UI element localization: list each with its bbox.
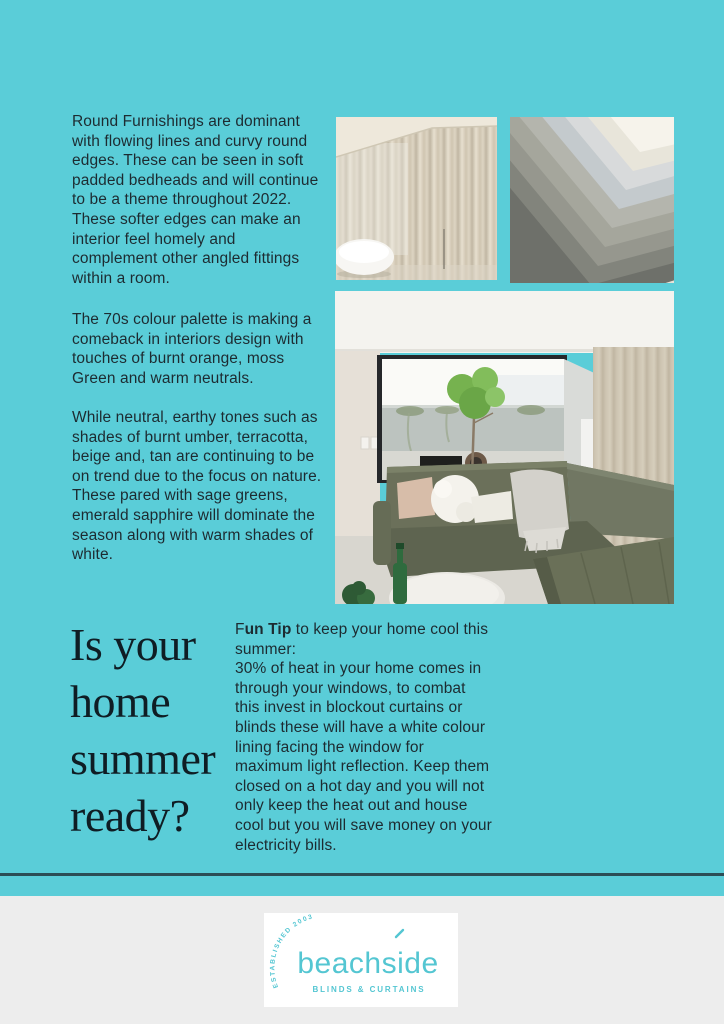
logo-tagline-text: BLINDS & CURTAINS xyxy=(312,985,426,994)
fun-tip-lead-bold: un Tip xyxy=(244,621,292,638)
footer-band xyxy=(0,896,724,1024)
headline-line-4: ready? xyxy=(70,790,190,841)
fun-tip-intro-rest: to keep your home cool this summer: xyxy=(235,621,489,658)
paragraph-70s-colour-palette: The 70s colour palette is making a comeback in interiors design with touches of burnt orange, moss Green and warm neutrals. xyxy=(72,311,312,387)
logo-brand-text: beachside xyxy=(297,947,439,980)
logo-established-arc-text: ESTABLISHED 2003 xyxy=(269,913,315,989)
beachside-logo-card xyxy=(264,913,458,1007)
headline-line-2: home xyxy=(70,676,171,727)
fun-tip-intro xyxy=(235,620,493,659)
fun-tip-lead-regular: F xyxy=(235,621,245,638)
fun-tip-block xyxy=(235,620,493,855)
beachside-logo xyxy=(264,913,458,1007)
headline-line-3: summer xyxy=(70,733,216,784)
headline-is-your-home-summer-ready xyxy=(70,616,260,844)
photo-sheer-curtains-bathtub xyxy=(336,117,497,280)
headline-line-1: Is your xyxy=(70,619,196,670)
paragraph-round-furnishings: Round Furnishings are dominant with flowing lines and curvy round edges. These can be seen in soft padded bedheads and will continue to be a theme throughout 2022. These softer edges can make an interior feel homely and complement other angled fittings within a room. xyxy=(72,113,319,287)
fun-tip-body: 30% of heat in your home comes in through your windows, to combat this invest in blockout curtains or blinds these will have a white colour lining facing the window for maximum light reflection. Keep them closed on a hot day and you will not only keep the heat out and house cool but you will save money on your electricity bills. xyxy=(235,660,492,854)
logo-i-accent-mark xyxy=(396,930,403,937)
photo-living-room-green-sofa xyxy=(335,291,674,604)
photo-fabric-swatches xyxy=(510,117,674,283)
paragraph-earthy-tones: While neutral, earthy tones such as shades of burnt umber, terracotta, beige and, tan are continuing to be on trend due to the focus on nature. These pared with sage greens, emerald sapphire will dominate the season along with warm shades of white. xyxy=(72,409,322,564)
footer-divider-line xyxy=(0,873,724,876)
